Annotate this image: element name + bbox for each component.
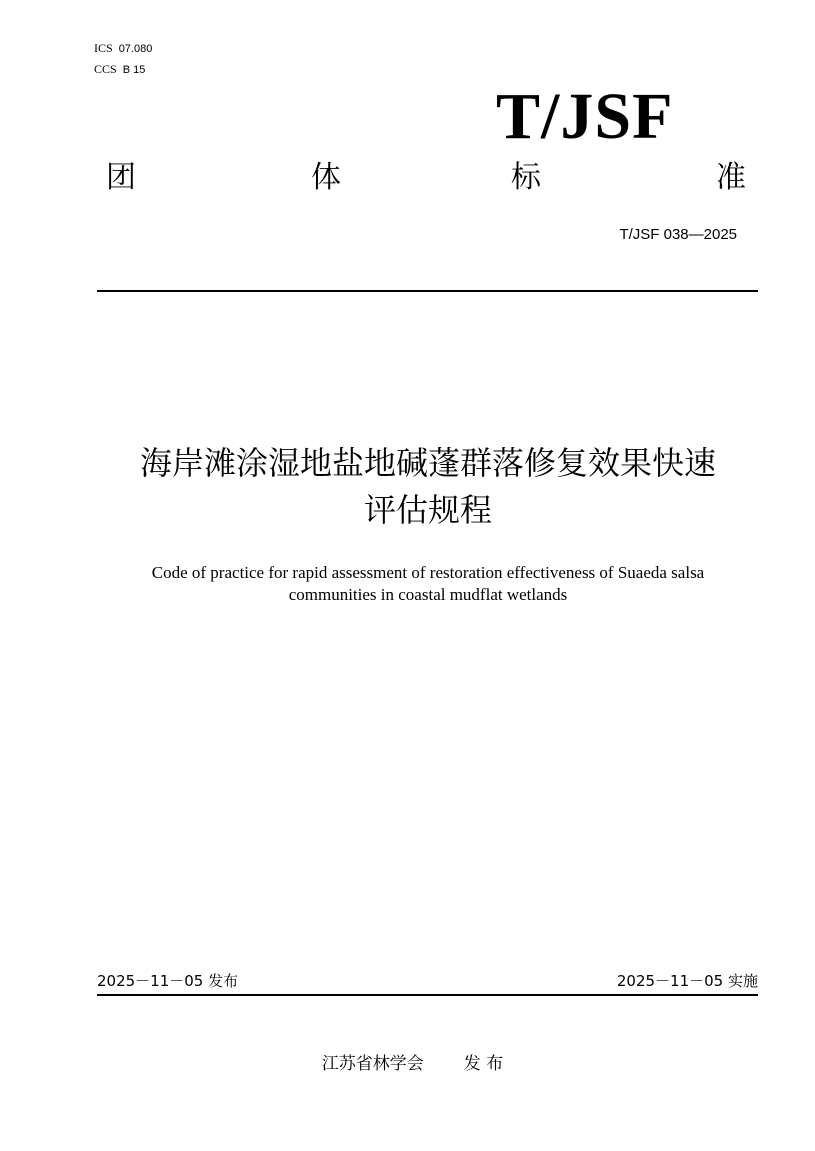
top-divider <box>97 290 758 292</box>
publisher-line <box>0 1054 815 1074</box>
publish-action: 发 布 <box>463 1054 504 1074</box>
ccs-label: CCS <box>94 62 117 76</box>
standard-number: T/JSF 038—2025 <box>619 226 737 243</box>
title-en-line1: Code of practice for rapid assessment of restoration effectiveness of Suaeda salsa <box>151 563 705 582</box>
ccs-classification <box>94 62 145 77</box>
ics-code: 07.080 <box>118 43 153 55</box>
ics-classification <box>94 41 152 56</box>
standard-type-char: 体 <box>311 160 341 195</box>
title-en-line2: communities in coastal mudflat wetlands <box>288 585 568 604</box>
ccs-code: B 15 <box>122 64 146 76</box>
publish-date: 2025－11－05 发布 <box>97 972 239 990</box>
standard-type-char: 准 <box>716 160 746 195</box>
standard-type-char: 团 <box>106 160 136 195</box>
publisher-name: 江苏省林学会 <box>321 1054 424 1074</box>
ics-label: ICS <box>94 41 113 55</box>
brand-logo: T/JSF <box>496 80 674 153</box>
title-zh-line1: 海岸滩涂湿地盐地碱蓬群落修复效果快速 <box>139 444 716 482</box>
bottom-divider <box>97 994 758 996</box>
standard-type-char: 标 <box>511 160 541 195</box>
implement-date: 2025－11－05 实施 <box>616 972 758 990</box>
title-zh-line2: 评估规程 <box>363 491 492 529</box>
